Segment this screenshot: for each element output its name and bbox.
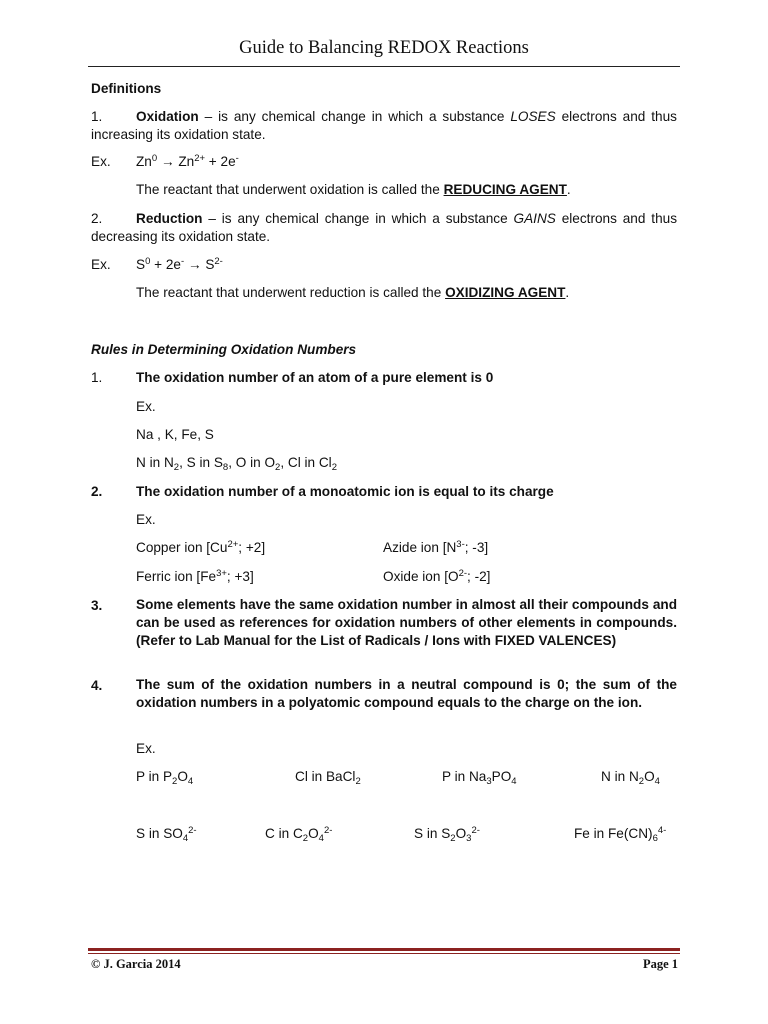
rule4-ex-label: Ex.	[136, 741, 156, 756]
rule2-number: 2.	[91, 484, 103, 499]
reducing-agent-term: REDUCING AGENT	[443, 182, 567, 197]
page-title: Guide to Balancing REDOX Reactions	[239, 38, 529, 58]
mol-sub: 2	[275, 462, 281, 473]
mol-sub: 8	[222, 462, 229, 473]
f-sub: 2	[450, 833, 456, 844]
ion-part: ; +3]	[226, 569, 254, 584]
f-part: P in P	[136, 769, 173, 784]
f-part: O	[177, 769, 188, 784]
agent-end: .	[565, 285, 570, 300]
eq-part: + 2e	[205, 154, 236, 169]
rule3-number: 3.	[91, 598, 103, 613]
f-part: Fe in Fe(CN)	[574, 826, 653, 841]
footer-copyright: © J. Garcia 2014	[91, 957, 181, 971]
oxidation-emph: LOSES	[510, 109, 556, 124]
f-sub: 4	[318, 833, 324, 844]
reduction-text-a: – is any chemical change in which a substance	[202, 211, 514, 226]
rule1-ex-label: Ex.	[136, 399, 156, 414]
f-part: C in C	[265, 826, 303, 841]
rule4-text: The sum of the oxidation numbers in a neutral compound is 0; the sum of the oxidation numbers in a polyatomic compound equals to the charge on the ion.	[136, 677, 677, 710]
f-sub: 4	[511, 776, 517, 787]
oxidation-number: 1.	[91, 109, 103, 124]
ion-part: Copper ion [Cu	[136, 540, 228, 555]
header-divider	[88, 66, 680, 67]
oxidation-definition	[91, 108, 677, 144]
f-part: S in SO	[136, 826, 183, 841]
f-part: O	[644, 769, 655, 784]
example-s-in-so4	[136, 825, 197, 842]
f-sub: 4	[187, 776, 194, 787]
reduction-emph: GAINS	[513, 211, 556, 226]
example-n-in-n2o4	[601, 768, 660, 785]
ion-part: ; +2]	[238, 540, 266, 555]
eq-sup: 2-	[214, 256, 223, 267]
example-p-in-p2o4	[136, 768, 193, 785]
f-sup: 2-	[323, 825, 333, 836]
rule4-number: 4.	[91, 678, 103, 693]
rule1-molecules	[136, 454, 337, 471]
agent-end: .	[566, 182, 571, 197]
ion-part: Ferric ion [Fe	[136, 569, 217, 584]
definitions-heading: Definitions	[91, 81, 162, 96]
ferric-ion-example	[136, 568, 254, 585]
ion-part: ; -2]	[467, 569, 491, 584]
rule3-text: Some elements have the same oxidation number in almost all their compounds and can be used as references for oxidation numbers of other elements in compounds. (Refer to Lab Manual for the List of Radicals / Ions with FIXED VALENCES)	[136, 597, 677, 648]
f-sub: 2	[172, 776, 178, 787]
reduction-number: 2.	[91, 211, 103, 226]
rule1-text: The oxidation number of an atom of a pure element is 0	[136, 370, 494, 385]
rule1-element-list: Na , K, Fe, S	[136, 427, 214, 442]
rule2-ex-label: Ex.	[136, 512, 156, 527]
reduction-ex-label: Ex.	[91, 257, 111, 272]
eq-sup: 0	[151, 153, 158, 164]
example-fe-in-fecn6	[574, 825, 666, 842]
ion-sup: 2+	[227, 539, 239, 550]
rule1-number: 1.	[91, 370, 103, 385]
example-c-in-c2o4	[265, 825, 332, 842]
f-sup: 2-	[471, 825, 480, 836]
footer-page-number: Page 1	[642, 957, 678, 971]
ion-sup: 3-	[456, 539, 465, 550]
reducing-agent-sentence	[136, 181, 571, 198]
agent-text: The reactant that underwent oxidation is called the	[136, 182, 444, 197]
eq-sup: 2+	[194, 153, 206, 164]
f-sub: 2	[638, 776, 645, 787]
f-sub: 2	[302, 833, 309, 844]
f-sub: 2	[355, 776, 361, 787]
f-part: N in N	[601, 769, 639, 784]
f-part: P in Na	[442, 769, 487, 784]
eq-sup: 0	[145, 256, 151, 267]
mol-part: , Cl in Cl	[280, 455, 332, 470]
oxidation-text-b: electrons and thus increasing its oxidation state.	[91, 109, 677, 142]
f-sub: 3	[486, 776, 492, 787]
mol-sub: 2	[331, 462, 338, 473]
mol-sub: 2	[173, 462, 180, 473]
eq-part: → Zn	[157, 154, 195, 169]
eq-sup: -	[181, 256, 185, 267]
reduction-term: Reduction	[136, 211, 203, 226]
oxide-ion-example	[383, 568, 490, 585]
oxidation-ex-label: Ex.	[91, 154, 111, 169]
example-s-in-s2o3	[414, 825, 480, 842]
mol-part: N in N	[136, 455, 174, 470]
rules-heading: Rules in Determining Oxidation Numbers	[91, 342, 357, 357]
eq-part: + 2e	[150, 257, 181, 272]
rule2-text: The oxidation number of a monoatomic ion is equal to its charge	[136, 484, 554, 499]
footer-divider-thin	[88, 953, 680, 954]
ion-part: ; -3]	[464, 540, 489, 555]
f-sub: 3	[466, 833, 472, 844]
eq-part: → S	[184, 257, 215, 272]
f-sub: 4	[182, 833, 189, 844]
f-part: O	[308, 826, 319, 841]
reduction-text-b: electrons and thus decreasing its oxidation state.	[91, 211, 677, 244]
reduction-definition	[91, 210, 677, 246]
oxidation-term: Oxidation	[136, 109, 199, 124]
f-part: S in S	[414, 826, 451, 841]
eq-sup: -	[235, 153, 239, 164]
oxidizing-agent-sentence	[136, 284, 569, 301]
ion-part: Azide ion [N	[383, 540, 457, 555]
ion-part: Oxide ion [O	[383, 569, 459, 584]
oxidation-text-a: – is any chemical change in which a substance	[198, 109, 511, 124]
f-part: Cl in BaCl	[295, 769, 356, 784]
oxidation-equation	[136, 153, 239, 170]
f-part: O	[455, 826, 467, 841]
mol-part: , S in S	[179, 455, 223, 470]
reduction-equation	[136, 256, 223, 273]
f-sub: 6	[652, 833, 658, 844]
example-cl-in-bacl2	[295, 768, 361, 785]
mol-part: , O in O	[228, 455, 276, 470]
oxidizing-agent-term: OXIDIZING AGENT	[445, 285, 566, 300]
copper-ion-example	[136, 539, 265, 556]
f-sub: 4	[654, 776, 660, 787]
agent-text: The reactant that underwent reduction is called the	[136, 285, 446, 300]
f-part: PO	[491, 769, 512, 784]
example-p-in-na3po4	[442, 768, 517, 785]
footer-divider-thick	[88, 948, 680, 951]
f-sup: 4-	[657, 825, 667, 836]
eq-part: S	[136, 257, 146, 272]
ion-sup: 3+	[216, 568, 227, 579]
azide-ion-example	[383, 539, 488, 556]
ion-sup: 2-	[458, 568, 468, 579]
eq-part: Zn	[136, 154, 152, 169]
f-sup: 2-	[188, 825, 197, 836]
